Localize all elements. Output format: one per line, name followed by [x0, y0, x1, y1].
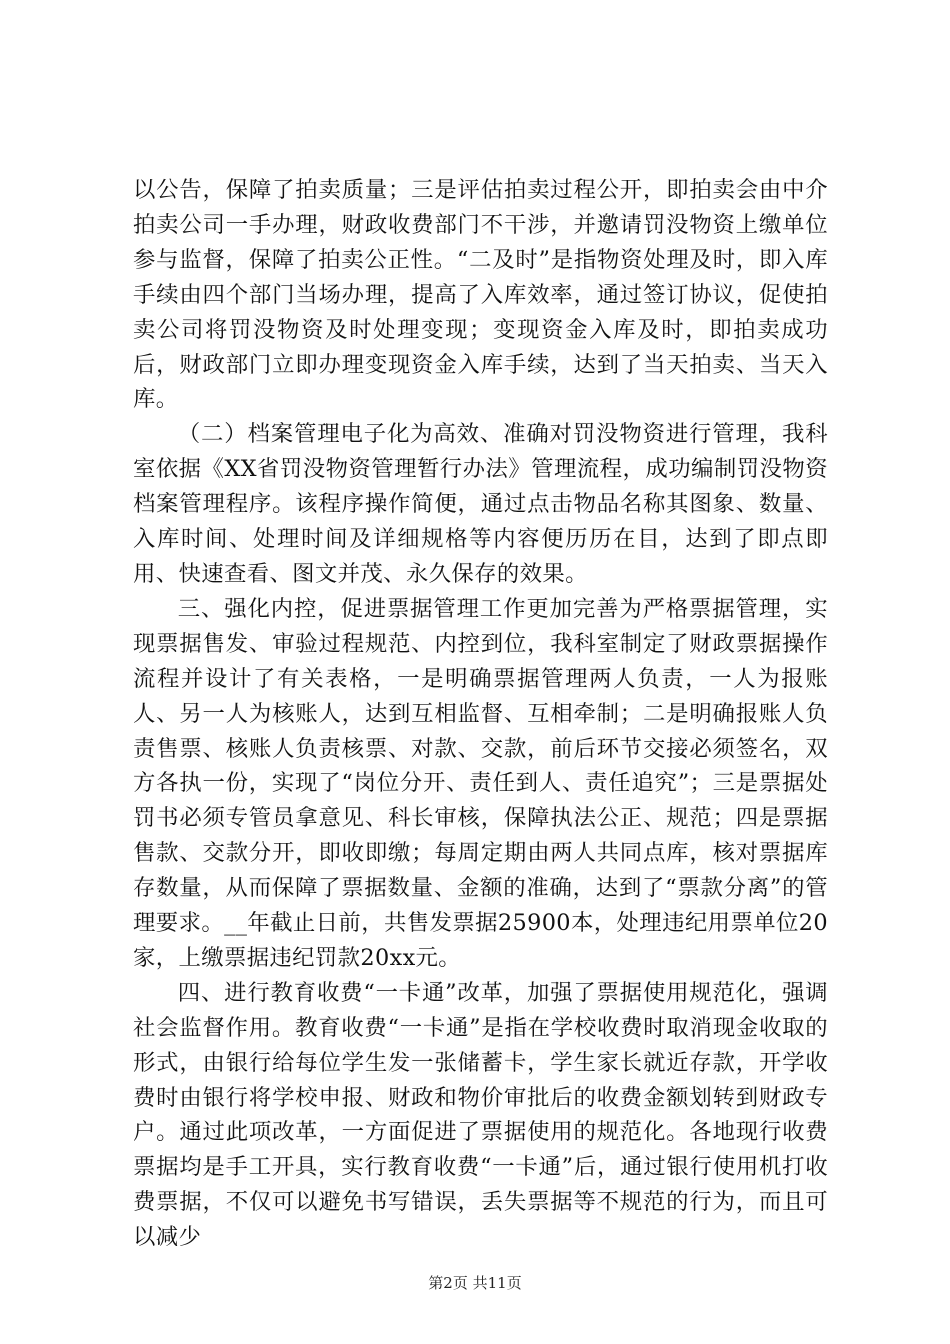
paragraph-internal-control: 三、强化内控，促进票据管理工作更加完善为严格票据管理，实现票据售发、审验过程规范、内控到位，我科室制定了财政票据操作流程并设计了有关表格，一是明确票据管理两人负责，一人为报账人、另一人为核账人，达到互相监督、互相牵制；二是明确报账人负责售票、核账人负责核票、对款、交款，前后环节交接必须签名，双方各执一份，实现了“岗位分开、责任到人、责任追究”；三是票据处罚书必须专管员拿意见、科长审核，保障执法公正、规范；四是票据售款、交款分开，即收即缴；每周定期由两人共同点库，核对票据库存数量，从而保障了票据数量、金额的准确，达到了“票款分离”的管理要求。__年截止日前，共售发票据25900本，处理违纪用票单位20家，上缴票据违纪罚款20xx元。	[133, 595, 828, 971]
page-number-label: 第2页 共11页	[428, 1274, 522, 1292]
paragraph-archive-management: （二）档案管理电子化为高效、准确对罚没物资进行管理，我科室依据《XX省罚没物资管理暂行办法》管理流程，成功编制罚没物资档案管理程序。该程序操作简便，通过点击物品名称其图象、数量、入库时间、处理时间及详细规格等内容便历历在目，达到了即点即用、快速查看、图文并茂、永久保存的效果。	[133, 421, 828, 587]
paragraph-auction-continuation: 以公告，保障了拍卖质量；三是评估拍卖过程公开，即拍卖会由中介拍卖公司一手办理，财政收费部门不干涉，并邀请罚没物资上缴单位参与监督，保障了拍卖公正性。“二及时”是指物资处理及时，即入库手续由四个部门当场办理，提高了入库效率，通过签订协议，促使拍卖公司将罚没物资及时处理变现；变现资金入库及时，即拍卖成功后，财政部门立即办理变现资金入库手续，达到了当天拍卖、当天入库。	[133, 177, 828, 413]
paragraph-education-fee-card: 四、进行教育收费“一卡通”改革，加强了票据使用规范化，强调社会监督作用。教育收费“一卡通”是指在学校收费时取消现金收取的形式，由银行给每位学生发一张储蓄卡，学生家长就近存款，开学收费时由银行将学校申报、财政和物价审批后的收费金额划转到财政专户。通过此项改革，一方面促进了票据使用的规范化。各地现行收费票据均是手工开具，实行教育收费“一卡通”后，通过银行使用机打收费票据，不仅可以避免书写错误，丢失票据等不规范的行为，而且可以减少	[133, 979, 828, 1251]
document-body	[133, 173, 828, 1255]
page-footer	[0, 1273, 950, 1293]
